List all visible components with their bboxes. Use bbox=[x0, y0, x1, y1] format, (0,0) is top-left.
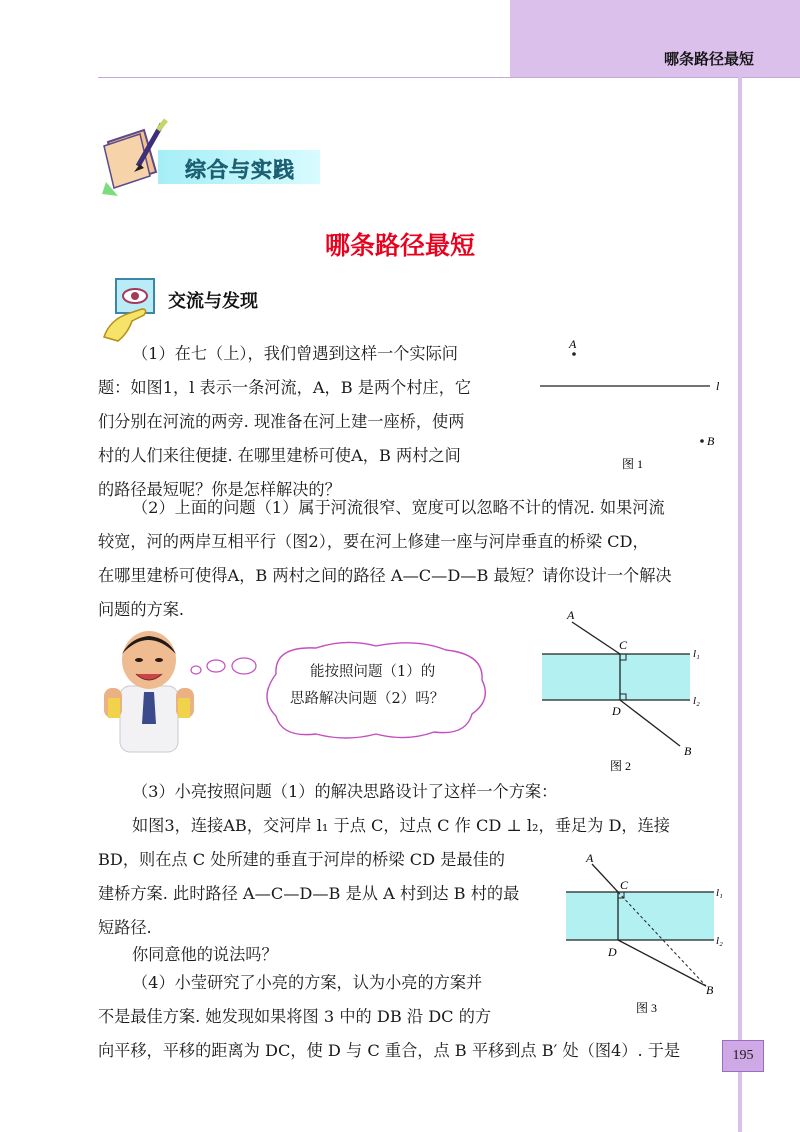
fig3-label-b: B bbox=[706, 983, 714, 997]
fig2-label-l1: l₁ bbox=[693, 648, 700, 660]
fig1-label-l: l bbox=[716, 379, 720, 393]
p3-line-1: （3）小亮按照问题（1）的解决思路设计了这样一个方案： bbox=[132, 782, 558, 801]
p4-line-2: 不是最佳方案. 她发现如果将图 3 中的 DB 沿 DC 的方 bbox=[98, 1007, 492, 1026]
fig2-label-b: B bbox=[684, 744, 692, 758]
p3-line-3: BD，则在点 C 处所建的垂直于河岸的桥梁 CD 是最佳的 bbox=[98, 850, 505, 869]
point-a bbox=[572, 352, 576, 356]
fig2-label-a: A bbox=[567, 608, 575, 622]
point-b bbox=[700, 439, 704, 443]
running-header: 哪条路径最短 bbox=[663, 50, 754, 68]
fig3-label-l1: l₁ bbox=[716, 887, 723, 899]
fig3-label-l2: l₂ bbox=[716, 935, 723, 947]
fig3-label-a: A bbox=[586, 851, 594, 865]
p2-line-1: （2）上面的问题（1）属于河流很窄、宽度可以忽略不计的情况. 如果河流 bbox=[132, 498, 665, 517]
p1-line-3: 们分别在河流的两旁. 现准备在河上建一座桥，使两 bbox=[98, 412, 465, 431]
p2-line-3: 在哪里建桥可使得A，B 两村之间的路径 A—C—D—B 最短？请你设计一个解决 bbox=[98, 566, 672, 585]
p1-line-4: 村的人们来往便捷. 在哪里建桥可使A，B 两村之间 bbox=[98, 446, 461, 465]
figure-2 bbox=[530, 608, 740, 778]
figure-3 bbox=[556, 848, 736, 1020]
p1-line-1: （1）在七（上），我们曾遇到这样一个实际问 bbox=[132, 344, 458, 363]
main-title: 哪条路径最短 bbox=[324, 231, 475, 260]
p3-line-4: 建桥方案. 此时路径 A—C—D—B 是从 A 村到达 B 村的最 bbox=[98, 884, 520, 903]
fig1-label-b: B bbox=[707, 434, 715, 448]
p1-line-2: 题：如图1，l 表示一条河流，A，B 是两个村庄，它 bbox=[98, 378, 472, 397]
boy-illustration bbox=[98, 628, 198, 754]
p2-line-2: 较宽，河的两岸互相平行（图2），要在河上修建一座与河岸垂直的桥梁 CD， bbox=[98, 532, 649, 551]
p1-line-5: 的路径最短呢？你是怎样解决的？ bbox=[98, 480, 341, 499]
figure-1 bbox=[530, 338, 740, 478]
p4-line-1: （4）小莹研究了小亮的方案，认为小亮的方案并 bbox=[132, 973, 483, 992]
fig2-caption: 图 2 bbox=[610, 759, 632, 773]
fig3-label-c: C bbox=[620, 878, 629, 892]
sub-heading: 交流与发现 bbox=[168, 291, 258, 312]
p3-line-5: 短路径. bbox=[98, 918, 152, 937]
header-tab bbox=[510, 0, 800, 77]
p2-line-4: 问题的方案. bbox=[98, 600, 185, 619]
fig2-label-d: D bbox=[612, 704, 621, 718]
fig1-label-a: A bbox=[569, 338, 577, 351]
fig2-label-l2: l₂ bbox=[693, 695, 700, 707]
bubble-line-2: 思路解决问题（2）吗？ bbox=[290, 691, 445, 707]
header-rule bbox=[98, 77, 800, 78]
page-number: 195 bbox=[722, 1040, 764, 1072]
fig3-label-d: D bbox=[608, 945, 617, 959]
p3-line-2: 如图3，连接AB，交河岸 l₁ 于点 C，过点 C 作 CD ⊥ l₂，垂足为 D，连接 bbox=[132, 816, 670, 835]
section-title: 综合与实践 bbox=[185, 158, 295, 182]
bubble-line-1: 能按照问题（1）的 bbox=[310, 664, 436, 680]
river-fill bbox=[542, 654, 690, 700]
p3-line-6: 你同意他的说法吗？ bbox=[132, 945, 278, 964]
fig1-caption: 图 1 bbox=[622, 457, 644, 471]
fig2-label-c: C bbox=[619, 638, 628, 652]
fig3-caption: 图 3 bbox=[636, 1001, 658, 1015]
p4-line-3: 向平移，平移的距离为 DC，使 D 与 C 重合，点 B 平移到点 B′ 处（图4）. 于是 bbox=[98, 1041, 681, 1060]
